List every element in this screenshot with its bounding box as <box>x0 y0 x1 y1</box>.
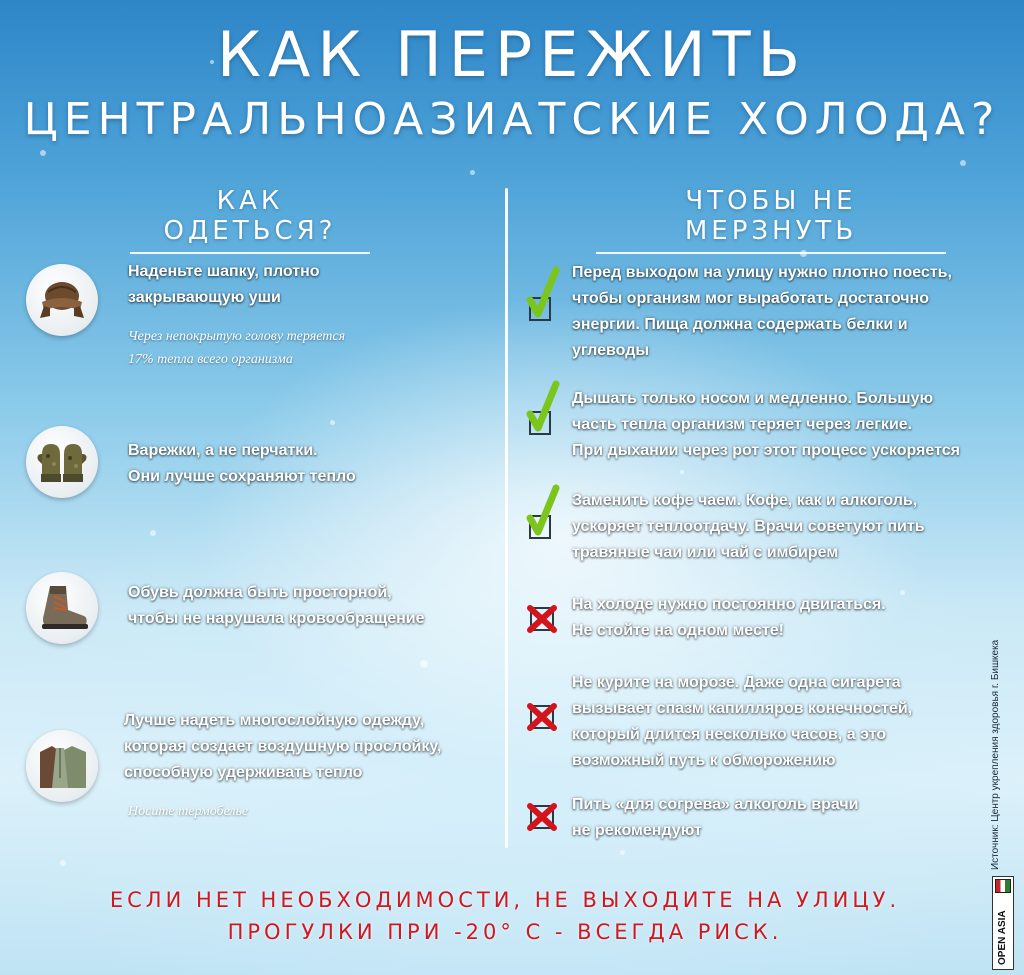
check-icon <box>526 484 560 544</box>
source-credit: Источник: Центр укрепления здоровья г. Бишкека <box>990 639 1001 870</box>
right-column-heading: ЧТОБЫ НЕ МЕРЗНУТЬ <box>596 186 946 254</box>
hat-note-line1: Через непокрытую голову теряется <box>128 329 346 344</box>
right-item-1-line1: Перед выходом на улицу нужно плотно поесть, <box>572 264 952 281</box>
layers-tip-line2: которая создает воздушную прослойку, <box>124 738 442 755</box>
hat-tip-line1: Наденьте шапку, плотно <box>128 263 320 280</box>
mittens-tip-line2: Они лучше сохраняют тепло <box>128 468 356 485</box>
mittens-tip-line1: Варежки, а не перчатки. <box>128 442 318 459</box>
layers-tip-line3: способную удерживать тепло <box>124 764 363 781</box>
footer-warning-line2: ПРОГУЛКИ ПРИ -20° С - ВСЕГДА РИСК. <box>227 920 783 944</box>
layered-clothing-icon <box>26 730 98 802</box>
right-item-5-line1: Не курите на морозе. Даже одна сигарета <box>572 674 901 691</box>
hat-note-line2: 17% тепла всего организма <box>128 352 293 367</box>
boot-tip-line2: чтобы не нарушала кровообращение <box>128 610 425 627</box>
logo-text: OPEN ASIA <box>997 910 1008 965</box>
left-column-heading: КАК ОДЕТЬСЯ? <box>130 186 370 254</box>
page-title-line1: КАК ПЕРЕЖИТЬ <box>216 18 808 91</box>
right-item-2-line3: При дыхании через рот этот процесс ускоряется <box>572 442 960 459</box>
right-item-2-line1: Дышать только носом и медленно. Большую <box>572 390 934 407</box>
cross-icon <box>526 800 560 834</box>
cross-icon <box>526 602 560 636</box>
right-item-2-line2: часть тепла организм теряет через легкие. <box>572 416 913 433</box>
boot-icon <box>26 572 98 644</box>
footer-warning-line1: ЕСЛИ НЕТ НЕОБХОДИМОСТИ, НЕ ВЫХОДИТЕ НА УЛИЦУ. <box>109 888 901 912</box>
right-item-6-line2: не рекомендуют <box>572 822 702 839</box>
right-item-5-line2: вызывает спазм капилляров конечностей, <box>572 700 913 717</box>
mittens-icon <box>26 426 98 498</box>
right-item-5-line4: возможный путь к обморожению <box>572 752 836 769</box>
right-item-1-line3: энергии. Пища должна содержать белки и <box>572 316 908 333</box>
check-icon <box>526 266 560 326</box>
right-item-1-line4: углеводы <box>572 342 650 359</box>
right-item-1-line2: чтобы организм мог выработать достаточно <box>572 290 929 307</box>
page-title-line2: ЦЕНТРАЛЬНОАЗИАТСКИЕ ХОЛОДА? <box>23 94 1001 145</box>
right-item-3-line3: травяные чаи или чай с имбирем <box>572 544 839 561</box>
layers-tip-line1: Лучше надеть многослойную одежду, <box>124 712 425 729</box>
right-item-3-line2: ускоряет теплоотдачу. Врачи советуют пить <box>572 518 925 535</box>
right-item-4-line2: Не стойте на одном месте! <box>572 622 784 639</box>
open-asia-logo <box>992 876 1014 970</box>
fur-hat-icon <box>26 264 98 336</box>
flag-icon <box>995 879 1011 893</box>
cross-icon <box>526 700 560 734</box>
right-item-5-line3: который длится несколько часов, а это <box>572 726 887 743</box>
boot-tip-line1: Обувь должна быть просторной, <box>128 584 392 601</box>
hat-tip-line2: закрывающую уши <box>128 289 281 306</box>
check-icon <box>526 380 560 440</box>
right-item-6-line1: Пить «для согрева» алкоголь врачи <box>572 796 859 813</box>
right-item-4-line1: На холоде нужно постоянно двигаться. <box>572 596 886 613</box>
layers-note: Носите термобелье <box>128 804 249 819</box>
right-item-3-line1: Заменить кофе чаем. Кофе, как и алкоголь, <box>572 492 918 509</box>
column-divider <box>505 188 508 848</box>
